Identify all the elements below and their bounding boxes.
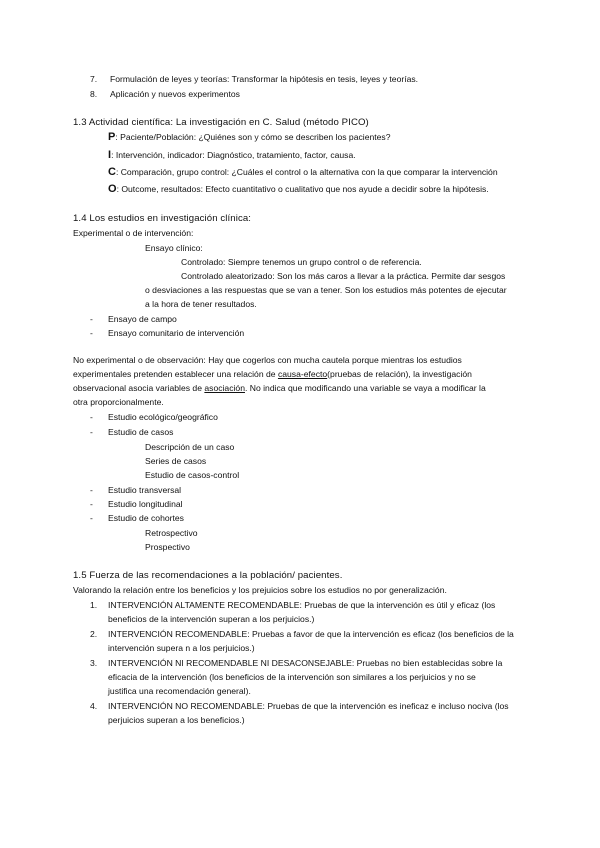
dash-item-text: Ensayo de campo — [108, 314, 177, 324]
list-number: 1. — [90, 600, 98, 610]
dash-item: - Estudio ecológico/geográfico — [90, 410, 93, 425]
aleatorizado-text: Controlado aleatorizado: Son los más caros a llevar a la práctica. Permite dar sesgos — [181, 271, 506, 281]
obs-underlined: causa-efecto — [277, 369, 328, 379]
list-number: 4. — [90, 701, 98, 711]
observational-line — [73, 381, 486, 396]
ensayo-clinico-label: Ensayo clínico: — [145, 243, 203, 253]
dash-item-text: Ensayo comunitario de intervención — [108, 328, 245, 338]
recommendation-item — [90, 627, 97, 642]
list-number: 8. — [90, 89, 98, 99]
list-item — [90, 72, 418, 87]
section-heading-1-5: 1.5 Fuerza de las recomendaciones a la población/ pacientes. — [73, 570, 343, 581]
pico-row — [108, 130, 391, 145]
section-heading-1-3: 1.3 Actividad científica: La investigación en C. Salud (método PICO) — [73, 117, 369, 128]
sub-item: Series de casos — [145, 456, 207, 466]
recommendation-line: INTERVENCIÓN ALTAMENTE RECOMENDABLE: Pruebas de que la intervención es útil y eficaz (los — [108, 600, 496, 610]
recommendation-line: INTERVENCIÓN NI RECOMENDABLE NI DESACONSEJABLE: Pruebas no bien establecidas sobre la — [108, 658, 503, 668]
observational-line — [73, 367, 472, 382]
dash-item-text: Estudio de casos — [108, 427, 174, 437]
dash-item: - Ensayo comunitario de intervención — [90, 326, 93, 341]
dash-item: - Estudio de cohortes — [90, 511, 93, 526]
recommendation-line: INTERVENCIÓN NO RECOMENDABLE: Pruebas de que la intervención es ineficaz e incluso nociva (los — [108, 701, 509, 711]
aleatorizado-text: a la hora de tener resultados. — [145, 299, 257, 309]
list-text: Aplicación y nuevos experimentos — [110, 89, 240, 99]
list-item — [90, 87, 240, 102]
list-number: 2. — [90, 629, 98, 639]
obs-text: observacional asocia variables de — [73, 383, 205, 393]
recommendation-item — [90, 699, 97, 714]
pico-letter: P — [108, 131, 116, 143]
recommendation-line: intervención supera n a los perjuicios.) — [108, 643, 255, 653]
recommendation-line: eficacia de la intervención (los beneficios de la intervención son similares a los perjuicios y no se — [108, 672, 476, 682]
observational-line: otra proporcionalmente. — [73, 397, 164, 407]
experimental-label: Experimental o de intervención: — [73, 228, 194, 238]
dash-item-text: Estudio longitudinal — [108, 499, 183, 509]
dash-item-text: Estudio de cohortes — [108, 513, 184, 523]
pico-text: : Paciente/Población: ¿Quiénes son y cómo se describen los pacientes? — [115, 132, 391, 142]
obs-text: . No indica que modificando una variable se vaya a modificar la — [244, 383, 486, 393]
section-heading-1-4: 1.4 Los estudios en investigación clínica: — [73, 213, 252, 224]
dash-item: - Estudio longitudinal — [90, 497, 93, 512]
pico-letter: I — [108, 149, 112, 161]
sub-item: Estudio de casos-control — [145, 470, 240, 480]
pico-row — [108, 165, 498, 180]
dash-item-text: Estudio transversal — [108, 485, 182, 495]
list-text: Formulación de leyes y teorías: Transformar la hipótesis en tesis, leyes y teorías. — [110, 74, 419, 84]
recommendation-line: INTERVENCIÓN RECOMENDABLE: Pruebas a favor de que la intervención es eficaz (los beneficios de la — [108, 629, 514, 639]
sub-item: Prospectivo — [145, 542, 190, 552]
obs-text: (pruebas de relación), la investigación — [327, 369, 472, 379]
pico-row — [108, 182, 489, 197]
recommendation-item — [90, 598, 97, 613]
observational-line: No experimental o de observación: Hay que cogerlos con mucha cautela porque mientras los estudios — [73, 355, 462, 365]
pico-row — [108, 148, 356, 163]
obs-text: experimentales pretenden establecer una relación de — [73, 369, 278, 379]
pico-letter: O — [108, 183, 117, 195]
pico-text: : Outcome, resultados: Efecto cuantitativo o cualitativo que nos ayude a decidir sobre la hipótesis. — [116, 184, 489, 194]
pico-text: : Intervención, indicador: Diagnóstico, tratamiento, factor, causa. — [111, 150, 356, 160]
dash-item: - Ensayo de campo — [90, 312, 93, 327]
list-number: 7. — [90, 74, 98, 84]
sub-item: Retrospectivo — [145, 528, 198, 538]
obs-underlined: asociación — [204, 383, 245, 393]
dash-item-text: Estudio ecológico/geográfico — [108, 412, 218, 422]
recommendation-item — [90, 656, 97, 671]
controlado-text: Controlado: Siempre tenemos un grupo control o de referencia. — [181, 257, 422, 267]
list-number: 3. — [90, 658, 98, 668]
recommendation-line: perjuicios superan a los beneficios.) — [108, 715, 245, 725]
recommendation-line: beneficios de la intervención superan a los perjuicios.) — [108, 614, 315, 624]
pico-letter: C — [108, 166, 116, 178]
aleatorizado-text: o desviaciones a las respuestas que se van a tener. Son los estudios más potentes de ejecutar — [145, 285, 507, 295]
dash-item: - Estudio transversal — [90, 483, 93, 498]
pico-text: : Comparación, grupo control: ¿Cuáles el control o la alternativa con la que comparar la intervención — [115, 167, 498, 177]
section-intro: Valorando la relación entre los beneficios y los prejuicios sobre los estudios no por generalización. — [73, 585, 447, 595]
dash-item: - Estudio de casos — [90, 425, 93, 440]
recommendation-line: justifica una recomendación general). — [108, 686, 251, 696]
sub-item: Descripción de un caso — [145, 442, 235, 452]
